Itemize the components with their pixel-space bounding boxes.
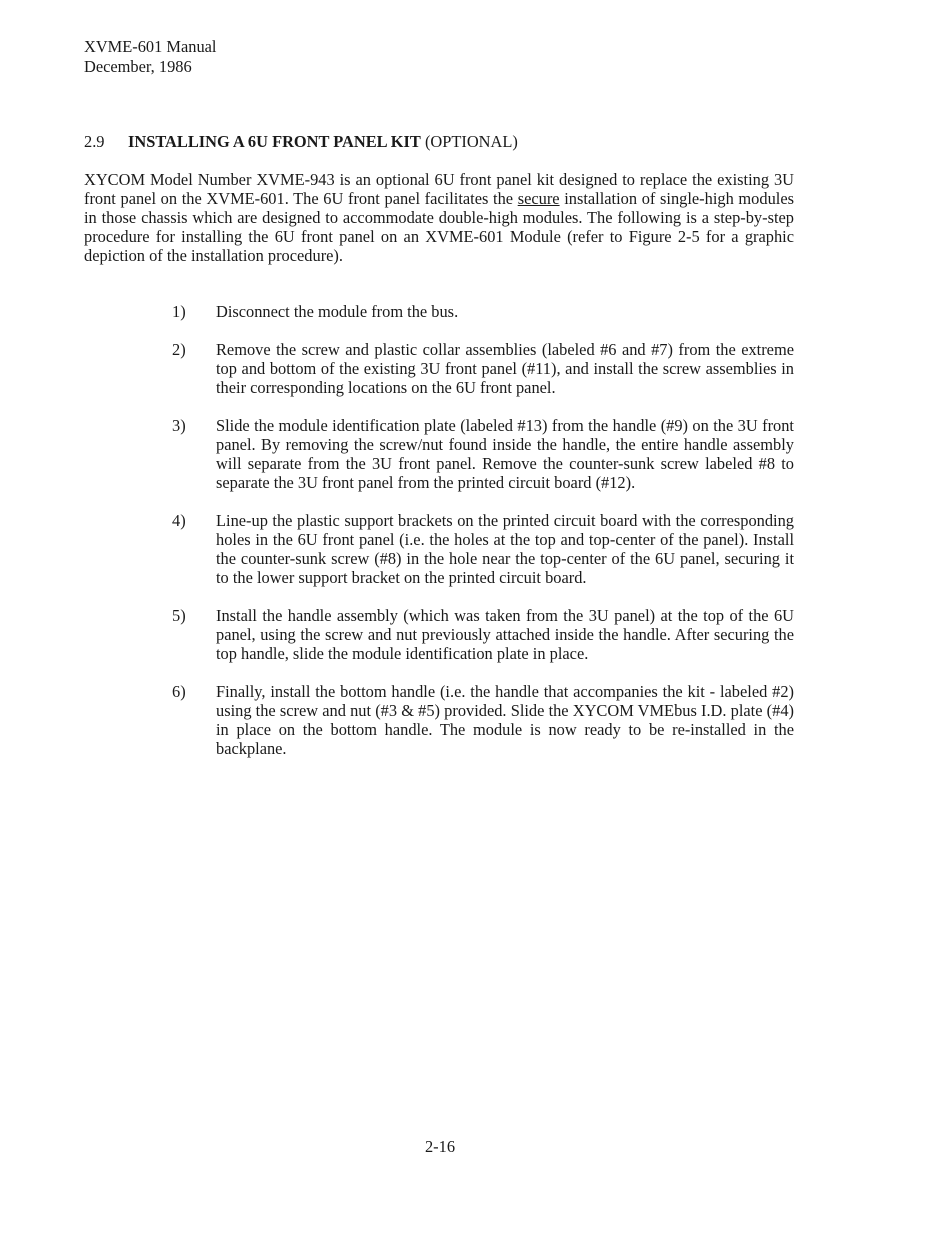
step-text: Slide the module identification plate (labeled #13) from the handle (#9) on the 3U front panel. By removing the screw/nut found inside the handle, the entire handle assembly will separate from the 3U front panel. Remove the counter-sunk screw labeled #8 to separate the 3U front panel from the printed circuit board (#12).: [216, 416, 794, 492]
page-number: 2-16: [424, 1137, 456, 1156]
procedure-step: [172, 302, 794, 321]
procedure-step: [172, 682, 794, 758]
section-heading: [84, 132, 804, 152]
procedure-step: [172, 511, 794, 587]
step-number: 6): [172, 682, 186, 701]
section-title: INSTALLING A 6U FRONT PANEL KIT: [128, 132, 421, 151]
step-number: 5): [172, 606, 186, 625]
procedure-step: [172, 340, 794, 397]
section-number: 2.9: [84, 132, 105, 151]
document-header: [84, 37, 216, 77]
procedure-steps: [172, 302, 794, 777]
manual-date: December, 1986: [84, 57, 192, 76]
step-number: 3): [172, 416, 186, 435]
step-number: 4): [172, 511, 186, 530]
step-number: 2): [172, 340, 186, 359]
intro-paragraph: [84, 170, 794, 265]
step-text: Disconnect the module from the bus.: [216, 302, 459, 321]
intro-text-start: XYCOM Model Number XVME-943 is an optional 6U front panel kit designed to replace the existing 3U front panel on the XVME-601. The 6U front panel facilitates the: [84, 170, 794, 208]
step-text: Install the handle assembly (which was taken from the 3U panel) at the top of the 6U panel, using the screw and nut previously attached inside the handle. After securing the top handle, slide the module identification plate in place.: [216, 606, 794, 663]
section-title-suffix: (OPTIONAL): [424, 132, 518, 151]
procedure-step: [172, 606, 794, 663]
intro-underlined-word: secure: [517, 189, 560, 208]
step-text: Finally, install the bottom handle (i.e. the handle that accompanies the kit - labeled #2) using the screw and nut (#3 & #5) provided. Slide the XYCOM VMEbus I.D. plate (#4) in place on the bottom handle. The module is now ready to be re-installed in the backplane.: [216, 682, 794, 758]
procedure-step: [172, 416, 794, 492]
step-text: Remove the screw and plastic collar assemblies (labeled #6 and #7) from the extreme top and bottom of the existing 3U front panel (#11), and install the screw assemblies in their corresponding locations on the 6U front panel.: [216, 340, 794, 397]
step-text: Line-up the plastic support brackets on the printed circuit board with the corresponding holes in the 6U front panel (i.e. the holes at the top and top-center of the panel). Install the counter-sunk screw (#8) in the hole near the top-center of the 6U panel, securing it to the lower support bracket on the printed circuit board.: [216, 511, 794, 587]
intro-text-end: installation of single-high modules in those chassis which are designed to accommodate double-high modules. The following is a step-by-step procedure for installing the 6U front panel on an XVME-601 Module (refer to Figure 2-5 for a graphic depiction of the installation procedure).: [84, 189, 794, 265]
step-number: 1): [172, 302, 186, 321]
manual-title: XVME-601 Manual: [84, 37, 217, 56]
